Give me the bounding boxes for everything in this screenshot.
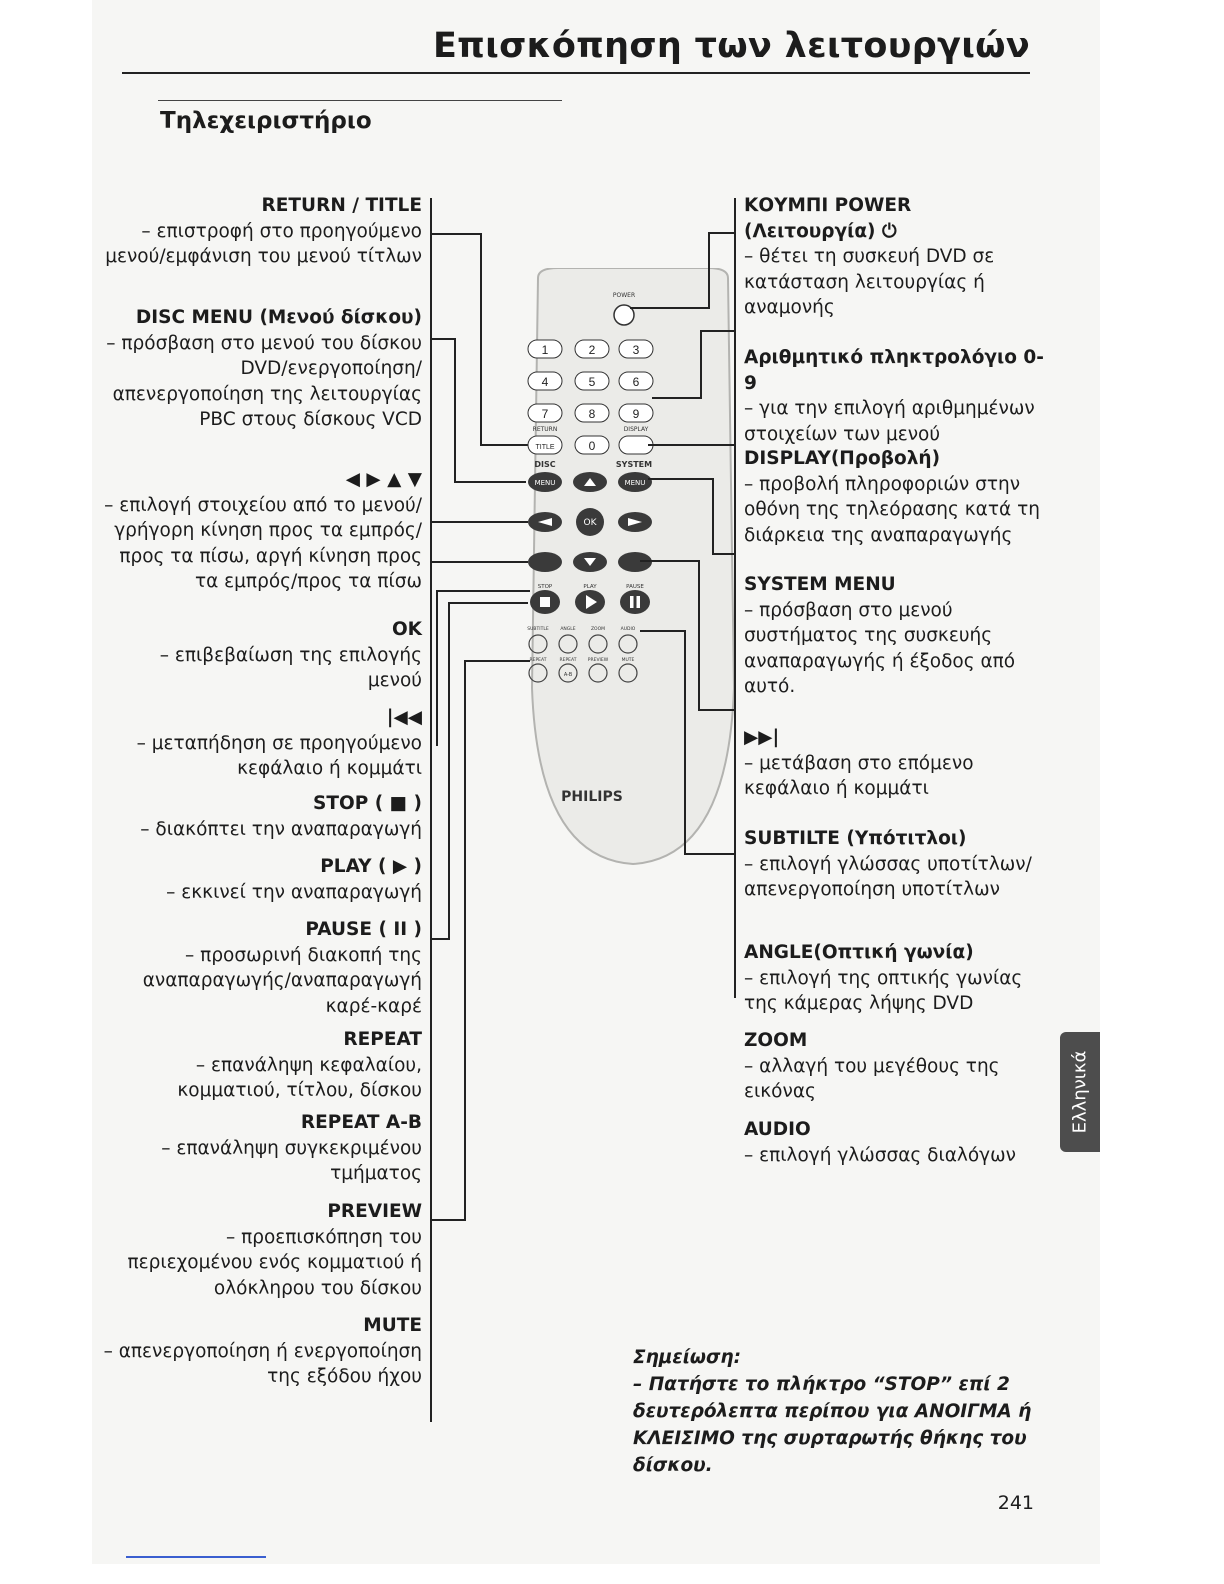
item-label: PREVIEW (327, 1201, 422, 1222)
item-preview (102, 1199, 422, 1301)
left-bracket-line (430, 198, 432, 1422)
connector-line (652, 397, 702, 399)
connector-line (700, 330, 702, 398)
connector-line (698, 560, 700, 710)
right-bracket-line (734, 198, 736, 998)
bottom-link-underline (126, 1556, 266, 1558)
item-desc: – για την επιλογή αριθμημένων στοιχείων των μενού (744, 398, 1035, 445)
display-label: DISPLAY (623, 426, 649, 433)
system-label: SYSTEM (615, 460, 653, 469)
item-mute (102, 1313, 422, 1390)
item-power (744, 193, 1044, 321)
item-disc-menu (102, 305, 422, 433)
section-rule (158, 100, 562, 101)
stop-label: STOP (537, 584, 553, 590)
ok-button-label: OK (583, 518, 597, 528)
digit-2: 2 (588, 343, 596, 357)
next-button (618, 552, 652, 572)
item-angle (744, 940, 1044, 1017)
connector-line (430, 233, 482, 235)
item-audio (744, 1117, 1044, 1168)
item-label: DISC MENU (Μενού δίσκου) (135, 307, 422, 328)
repeat-label: REPEAT (529, 658, 547, 663)
connector-line (684, 630, 686, 854)
connector-line (464, 660, 466, 1220)
connector-line (700, 330, 734, 332)
return-label: RETURN (532, 426, 558, 433)
brand-logo: PHILIPS (561, 789, 623, 805)
item-desc: – μεταπήδηση σε προηγούμενο κεφάλαιο ή κομμάτι (136, 732, 422, 779)
item-arrows (102, 467, 422, 595)
connector-line (698, 709, 734, 711)
item-label: SUBTILTE (Υπότιτλοι) (744, 828, 967, 849)
item-subtitle (744, 826, 1044, 903)
item-desc: – προβολή πληροφοριών στην οθόνη της τηλεόρασης κατά τη διάρκεια της αναπαραγωγής (744, 473, 1040, 546)
preview-label: PREVIEW (587, 658, 609, 663)
item-label: Αριθμητικό πληκτρολόγιο 0-9 (744, 347, 1044, 394)
item-label: REPEAT A-B (300, 1112, 422, 1133)
stop-icon (540, 597, 550, 607)
item-label: REPEAT (343, 1029, 422, 1050)
item-desc: – πρόσβαση στο μενού του δίσκου DVD/ενεργοποίηση/απενεργοποίηση της λειτουργίας PBC στους δίσκους VCD (106, 332, 422, 430)
item-desc: – θέτει τη συσκευή DVD σε κατάσταση λειτουργίας ή αναμονής (744, 246, 995, 318)
item-label: PAUSE ( II ) (305, 919, 422, 940)
digit-8: 8 (588, 407, 596, 421)
pause-button (620, 590, 650, 614)
item-label: AUDIO (744, 1119, 811, 1140)
item-label: ΚΟΥΜΠΙ POWER (Λειτουργία) ⏻ (744, 195, 912, 242)
item-next (744, 725, 1044, 802)
pause-label: PAUSE (626, 584, 644, 590)
item-desc: – αλλαγή του μεγέθους της εικόνας (744, 1055, 1000, 1102)
connector-line (648, 478, 714, 480)
item-repeat (102, 1027, 422, 1104)
pause-icon (630, 596, 634, 608)
item-label: STOP ( ■ ) (313, 793, 422, 814)
digit-1: 1 (541, 343, 549, 357)
item-desc: – επιβεβαίωση της επιλογής μενού (159, 644, 422, 691)
repeat-ab-label: REPEAT (559, 658, 577, 663)
connector-line (708, 232, 734, 234)
power-label: POWER (612, 292, 636, 299)
item-return-title (102, 193, 422, 270)
connector-line (640, 630, 686, 632)
connector-line (640, 560, 700, 562)
digit-6: 6 (632, 375, 640, 389)
digit-4: 4 (541, 375, 549, 389)
disc-label: DISC (534, 460, 556, 469)
connector-line (480, 233, 482, 445)
connector-line (684, 853, 734, 855)
remote-control-illustration (498, 268, 768, 868)
item-previous (102, 705, 422, 782)
item-desc: – επανάληψη συγκεκριμένου τμήματος (161, 1137, 422, 1184)
item-desc: – επιλογή γλώσσας διαλόγων (744, 1144, 1016, 1166)
language-tab (1060, 1032, 1100, 1152)
item-desc: – διακόπτει την αναπαραγωγή (140, 818, 422, 840)
note-box (633, 1344, 1033, 1479)
connector-line (448, 602, 450, 940)
play-label: PLAY (583, 584, 597, 590)
connector-line (708, 232, 710, 308)
connector-line (430, 1219, 466, 1221)
page-number: 241 (997, 1492, 1034, 1514)
header-rule (122, 72, 1030, 74)
audio-label: AUDIO (620, 627, 636, 632)
disc-menu-button-label: MENU (534, 479, 556, 487)
item-desc: – εκκινεί την αναπαραγωγή (166, 881, 422, 903)
item-desc: – επανάληψη κεφαλαίου, κομματιού, τίτλου, δίσκου (177, 1054, 422, 1101)
connector-line (712, 478, 714, 554)
title-button-label: TITLE (535, 444, 555, 451)
connector-line (630, 307, 710, 309)
connector-line (454, 338, 456, 482)
item-desc: – επιλογή της οπτικής γωνίας της κάμερας λήψης DVD (744, 967, 1023, 1014)
manual-page (92, 0, 1100, 1564)
section-title: Τηλεχειριστήριο (160, 108, 372, 134)
item-desc: – μετάβαση στο επόμενο κεφάλαιο ή κομμάτι (744, 752, 974, 799)
item-ok (102, 617, 422, 694)
item-label: DISPLAY(Προβολή) (744, 448, 941, 469)
item-label: SYSTEM MENU (744, 574, 896, 595)
item-play (102, 854, 422, 905)
item-desc: – πρόσβαση στο μενού συστήματος της συσκευής αναπαραγωγής ή έξοδος από αυτό. (744, 599, 1016, 697)
zoom-label: ZOOM (590, 627, 606, 632)
previous-button (528, 552, 562, 572)
item-system-menu (744, 572, 1044, 700)
digit-7: 7 (541, 407, 549, 421)
ab-button-label: A-B (563, 672, 573, 678)
page-title: Επισκόπηση των λειτουργιών (432, 26, 1030, 66)
connector-line (712, 553, 734, 555)
remote-drawing (498, 268, 768, 868)
item-repeat-ab (102, 1110, 422, 1187)
language-tab-label: Ελληνικά (1069, 1050, 1091, 1134)
item-stop (102, 791, 422, 842)
item-label: MUTE (363, 1315, 422, 1336)
mute-label: MUTE (621, 658, 635, 663)
item-pause (102, 917, 422, 1019)
item-desc: – προεπισκόπηση του περιεχομένου ενός κομματιού ή ολόκληρου του δίσκου (127, 1226, 422, 1299)
item-desc: – προσωρινή διακοπή της αναπαραγωγής/αναπαραγωγή καρέ-καρέ (142, 944, 422, 1017)
item-label: ▶▶| (744, 727, 780, 748)
item-desc: – απενεργοποίηση ή ενεργοποίηση της εξόδου ήχου (103, 1340, 422, 1387)
note-text: – Πατήστε το πλήκτρο “STOP” επί 2 δευτερόλεπτα περίπου για ΑΝΟΙΓΜΑ ή ΚΛΕΙΣΙΜΟ της συρταρωτής θήκης του δίσκου. (633, 1374, 1032, 1476)
subtitle-label: SUBTITLE (527, 627, 549, 632)
item-zoom (744, 1028, 1044, 1105)
item-label: OK (391, 619, 422, 640)
digit-9: 9 (632, 407, 640, 421)
digit-3: 3 (632, 343, 640, 357)
item-numeric-keypad (744, 345, 1044, 447)
item-desc: – επιστροφή στο προηγούμενο μενού/εμφάνιση του μενού τίτλων (105, 220, 422, 267)
connector-line (436, 590, 438, 746)
connector-line (648, 444, 734, 446)
item-desc: – επιλογή γλώσσας υποτίτλων/απενεργοποίηση υποτίτλων (744, 853, 1032, 900)
item-desc: – επιλογή στοιχείου από το μενού/ γρήγορη κίνηση προς τα εμπρός/προς τα πίσω, αργή κίνηση προς τα εμπρός/προς τα πίσω (104, 494, 422, 592)
angle-label: ANGLE (560, 627, 576, 632)
item-label: |◀◀ (386, 707, 422, 728)
item-label: RETURN / TITLE (261, 195, 422, 216)
item-display (744, 446, 1044, 548)
note-title: Σημείωση: (633, 1347, 741, 1368)
item-label: PLAY ( ▶ ) (320, 856, 422, 877)
item-label: ZOOM (744, 1030, 808, 1051)
item-label: ◀ ▶ ▲ ▼ (345, 469, 422, 490)
item-label: ANGLE(Οπτική γωνία) (744, 942, 974, 963)
digit-5: 5 (588, 375, 596, 389)
connector-line (430, 338, 456, 340)
system-menu-button-label: MENU (624, 479, 646, 487)
digit-0: 0 (588, 439, 596, 453)
connector-line (430, 938, 450, 940)
